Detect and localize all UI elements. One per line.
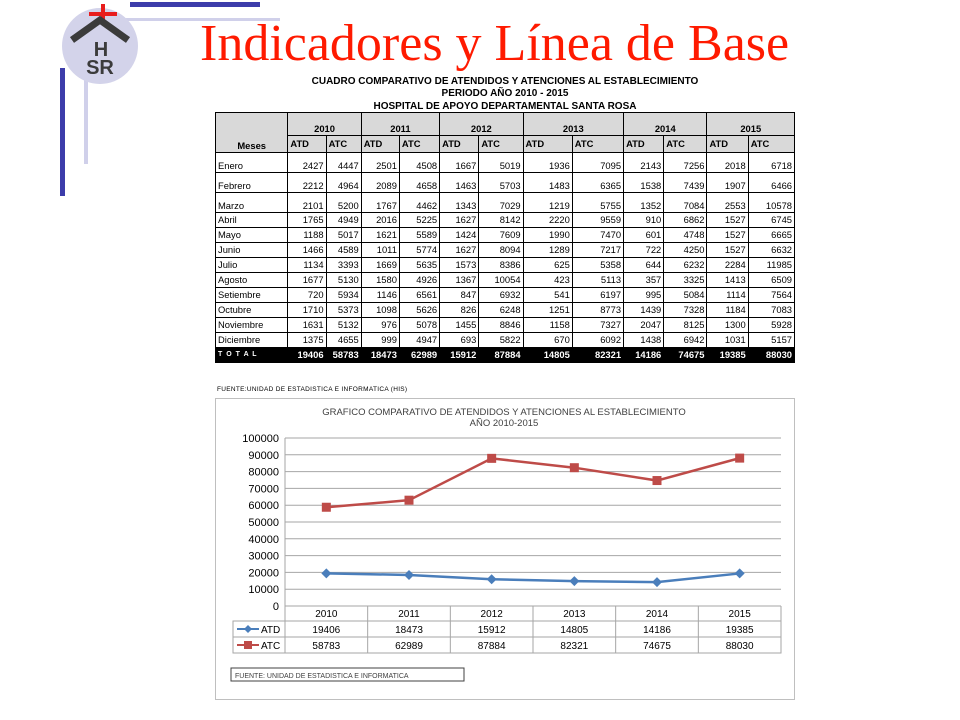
value-cell: 1289: [523, 243, 572, 258]
table-hospital: HOSPITAL DE APOYO DEPARTAMENTAL SANTA ROSA: [373, 101, 637, 112]
value-cell: 1627: [440, 213, 479, 228]
value-cell: 1990: [523, 228, 572, 243]
value-cell: 5373: [326, 303, 361, 318]
table-row: [216, 318, 795, 333]
value-cell: 7256: [664, 153, 707, 173]
value-cell: 5635: [399, 258, 439, 273]
value-cell: 4658: [399, 173, 439, 193]
value-cell: 2016: [361, 213, 399, 228]
value-cell: 1375: [288, 333, 326, 348]
data-point-atc: [735, 454, 744, 463]
value-cell: 1031: [707, 333, 748, 348]
value-cell: 7084: [664, 193, 707, 213]
table-row: [216, 303, 795, 318]
value-cell: 7217: [572, 243, 623, 258]
y-tick-label: 20000: [248, 567, 279, 580]
value-cell: 5774: [399, 243, 439, 258]
logo-frame-line: [60, 68, 65, 196]
value-cell: 1438: [624, 333, 664, 348]
value-cell: 625: [523, 258, 572, 273]
value-cell: 1134: [288, 258, 326, 273]
atc-header: ATC: [664, 136, 707, 153]
month-cell: Noviembre: [216, 318, 288, 333]
legend-label: ATD: [261, 625, 281, 636]
data-point-atc: [653, 476, 662, 485]
value-cell: 1367: [440, 273, 479, 288]
x-tick-label: 2010: [315, 609, 338, 620]
data-label: 15912: [477, 625, 506, 636]
value-cell: 5589: [399, 228, 439, 243]
month-cell: Enero: [216, 153, 288, 173]
value-cell: 6932: [479, 288, 523, 303]
y-tick-label: 70000: [248, 483, 279, 496]
atd-header: ATD: [523, 136, 572, 153]
value-cell: 5132: [326, 318, 361, 333]
month-cell: Marzo: [216, 193, 288, 213]
value-cell: 5358: [572, 258, 623, 273]
meses-header: Meses: [216, 113, 288, 153]
value-cell: 601: [624, 228, 664, 243]
value-cell: 4462: [399, 193, 439, 213]
table-row: [216, 193, 795, 213]
value-cell: 6561: [399, 288, 439, 303]
table-source-note: FUENTE:UNIDAD DE ESTADISTICA E INFORMATICA (HIS): [217, 386, 408, 393]
value-cell: 1669: [361, 258, 399, 273]
value-cell: 5078: [399, 318, 439, 333]
atc-header: ATC: [572, 136, 623, 153]
value-cell: 7564: [748, 288, 794, 303]
value-cell: 1765: [288, 213, 326, 228]
value-cell: 976: [361, 318, 399, 333]
year-header: 2014: [624, 113, 707, 136]
table-row: [216, 213, 795, 228]
data-table: [215, 112, 795, 363]
value-cell: 1677: [288, 273, 326, 288]
value-cell: 423: [523, 273, 572, 288]
total-value-cell: 14186: [624, 348, 664, 363]
data-point-atd: [652, 577, 662, 587]
atc-header: ATC: [748, 136, 794, 153]
value-cell: 2553: [707, 193, 748, 213]
value-cell: 7029: [479, 193, 523, 213]
data-label: 58783: [312, 641, 341, 652]
table-row: [216, 153, 795, 173]
value-cell: 1158: [523, 318, 572, 333]
value-cell: 6092: [572, 333, 623, 348]
value-cell: 541: [523, 288, 572, 303]
value-cell: 6745: [748, 213, 794, 228]
table-row: [216, 288, 795, 303]
month-cell: Febrero: [216, 173, 288, 193]
value-cell: 6466: [748, 173, 794, 193]
atc-header: ATC: [326, 136, 361, 153]
value-cell: 1011: [361, 243, 399, 258]
value-cell: 4508: [399, 153, 439, 173]
value-cell: 2501: [361, 153, 399, 173]
value-cell: 2047: [624, 318, 664, 333]
value-cell: 910: [624, 213, 664, 228]
value-cell: 2284: [707, 258, 748, 273]
value-cell: 7470: [572, 228, 623, 243]
table-row: [216, 273, 795, 288]
data-point-atc: [487, 454, 496, 463]
value-cell: 6942: [664, 333, 707, 348]
table-title: CUADRO COMPARATIVO DE ATENDIDOS Y ATENCIONES AL ESTABLECIMIENTO: [311, 76, 699, 87]
total-value-cell: 19385: [707, 348, 748, 363]
atd-header: ATD: [707, 136, 748, 153]
value-cell: 2427: [288, 153, 326, 173]
value-cell: 1936: [523, 153, 572, 173]
table-row: [216, 173, 795, 193]
value-cell: 6232: [664, 258, 707, 273]
y-tick-label: 10000: [248, 584, 279, 597]
value-cell: 8142: [479, 213, 523, 228]
data-point-atd: [404, 570, 414, 580]
atd-header: ATD: [288, 136, 326, 153]
x-tick-label: 2015: [728, 609, 751, 620]
data-label: 74675: [643, 641, 671, 652]
month-cell: Agosto: [216, 273, 288, 288]
value-cell: 5157: [748, 333, 794, 348]
value-cell: 1710: [288, 303, 326, 318]
value-cell: 1466: [288, 243, 326, 258]
value-cell: 1146: [361, 288, 399, 303]
data-label: 62989: [395, 641, 423, 652]
legend-label: ATC: [261, 641, 281, 652]
value-cell: 5017: [326, 228, 361, 243]
value-cell: 5755: [572, 193, 623, 213]
value-cell: 5113: [572, 273, 623, 288]
value-cell: 6632: [748, 243, 794, 258]
value-cell: 5934: [326, 288, 361, 303]
total-value-cell: 19406: [288, 348, 326, 363]
month-cell: Mayo: [216, 228, 288, 243]
value-cell: 2101: [288, 193, 326, 213]
value-cell: 7327: [572, 318, 623, 333]
value-cell: 1098: [361, 303, 399, 318]
value-cell: 1907: [707, 173, 748, 193]
value-cell: 5703: [479, 173, 523, 193]
value-cell: 5928: [748, 318, 794, 333]
value-cell: 1343: [440, 193, 479, 213]
year-header: 2015: [707, 113, 795, 136]
y-tick-label: 100000: [242, 433, 279, 445]
value-cell: 1439: [624, 303, 664, 318]
value-cell: 7328: [664, 303, 707, 318]
data-label: 19406: [312, 625, 341, 636]
value-cell: 1527: [707, 228, 748, 243]
subheader-row: [216, 136, 795, 153]
x-tick-label: 2014: [645, 609, 669, 620]
value-cell: 10578: [748, 193, 794, 213]
value-cell: 2018: [707, 153, 748, 173]
value-cell: 5084: [664, 288, 707, 303]
month-cell: Junio: [216, 243, 288, 258]
value-cell: 8125: [664, 318, 707, 333]
y-tick-label: 50000: [248, 517, 279, 529]
value-cell: 4949: [326, 213, 361, 228]
month-cell: Diciembre: [216, 333, 288, 348]
y-tick-label: 90000: [248, 449, 279, 462]
value-cell: 1573: [440, 258, 479, 273]
atd-header: ATD: [440, 136, 479, 153]
value-cell: 5019: [479, 153, 523, 173]
value-cell: 4655: [326, 333, 361, 348]
value-cell: 5822: [479, 333, 523, 348]
data-label: 14186: [643, 625, 671, 636]
total-value-cell: 58783: [326, 348, 361, 363]
chart-source-note: FUENTE: UNIDAD DE ESTADISTICA E INFORMATICA: [235, 673, 409, 680]
total-value-cell: 14805: [523, 348, 572, 363]
value-cell: 7083: [748, 303, 794, 318]
x-tick-label: 2012: [480, 609, 503, 620]
value-cell: 5626: [399, 303, 439, 318]
value-cell: 11985: [748, 258, 794, 273]
value-cell: 1483: [523, 173, 572, 193]
data-label: 82321: [560, 641, 589, 652]
y-tick-label: 80000: [248, 466, 279, 479]
value-cell: 1667: [440, 153, 479, 173]
year-header-row: [216, 113, 795, 136]
value-cell: 1527: [707, 243, 748, 258]
value-cell: 1352: [624, 193, 664, 213]
value-cell: 357: [624, 273, 664, 288]
value-cell: 7609: [479, 228, 523, 243]
value-cell: 2089: [361, 173, 399, 193]
value-cell: 7095: [572, 153, 623, 173]
data-point-atc: [570, 463, 579, 472]
total-value-cell: 62989: [399, 348, 439, 363]
logo-text-sr: SR: [86, 57, 114, 79]
data-point-atd: [569, 576, 579, 586]
value-cell: 2220: [523, 213, 572, 228]
data-label: 19385: [725, 625, 754, 636]
legend-marker: [244, 641, 252, 649]
value-cell: 6365: [572, 173, 623, 193]
month-cell: Setiembre: [216, 288, 288, 303]
total-value-cell: 82321: [572, 348, 623, 363]
table-row: [216, 243, 795, 258]
value-cell: 4447: [326, 153, 361, 173]
data-point-atd: [487, 574, 497, 584]
total-value-cell: 18473: [361, 348, 399, 363]
series-line-atd: [326, 573, 739, 582]
chart-subtitle: AÑO 2010-2015: [469, 418, 539, 429]
value-cell: 1631: [288, 318, 326, 333]
value-cell: 1188: [288, 228, 326, 243]
x-tick-label: 2013: [563, 609, 586, 620]
value-cell: 1455: [440, 318, 479, 333]
y-tick-label: 40000: [248, 533, 279, 546]
data-point-atd: [321, 568, 331, 578]
value-cell: 847: [440, 288, 479, 303]
total-value-cell: 74675: [664, 348, 707, 363]
value-cell: 1300: [707, 318, 748, 333]
value-cell: 1621: [361, 228, 399, 243]
value-cell: 10054: [479, 273, 523, 288]
y-tick-label: 0: [272, 601, 279, 613]
value-cell: 6718: [748, 153, 794, 173]
value-cell: 995: [624, 288, 664, 303]
value-cell: 1114: [707, 288, 748, 303]
value-cell: 1767: [361, 193, 399, 213]
value-cell: 1413: [707, 273, 748, 288]
value-cell: 6862: [664, 213, 707, 228]
month-cell: Abril: [216, 213, 288, 228]
y-tick-label: 60000: [248, 500, 279, 513]
atd-header: ATD: [624, 136, 664, 153]
value-cell: 8773: [572, 303, 623, 318]
month-cell: Julio: [216, 258, 288, 273]
value-cell: 9559: [572, 213, 623, 228]
year-header: 2012: [440, 113, 523, 136]
month-cell: Octubre: [216, 303, 288, 318]
value-cell: 4589: [326, 243, 361, 258]
data-point-atc: [322, 503, 331, 512]
value-cell: 999: [361, 333, 399, 348]
value-cell: 722: [624, 243, 664, 258]
logo-text-h: H: [93, 39, 109, 61]
value-cell: 670: [523, 333, 572, 348]
value-cell: 1527: [707, 213, 748, 228]
value-cell: 6197: [572, 288, 623, 303]
atc-header: ATC: [399, 136, 439, 153]
atd-header: ATD: [361, 136, 399, 153]
value-cell: 2212: [288, 173, 326, 193]
value-cell: 2143: [624, 153, 664, 173]
value-cell: 1627: [440, 243, 479, 258]
series-line-atc: [326, 458, 739, 507]
value-cell: 7439: [664, 173, 707, 193]
value-cell: 4926: [399, 273, 439, 288]
total-value-cell: 15912: [440, 348, 479, 363]
value-cell: 720: [288, 288, 326, 303]
value-cell: 6665: [748, 228, 794, 243]
logo-frame-line: [130, 2, 260, 7]
data-label: 87884: [477, 641, 506, 652]
x-tick-label: 2011: [398, 609, 420, 620]
table-period: PERIODO AÑO 2010 - 2015: [441, 88, 569, 99]
table-row: [216, 258, 795, 273]
table-row: [216, 228, 795, 243]
value-cell: 1538: [624, 173, 664, 193]
y-tick-label: 30000: [248, 550, 279, 563]
data-label: 18473: [395, 625, 423, 636]
chart-title: GRAFICO COMPARATIVO DE ATENDIDOS Y ATENCIONES AL ESTABLECIMIENTO: [322, 407, 686, 418]
value-cell: 6509: [748, 273, 794, 288]
value-cell: 5225: [399, 213, 439, 228]
value-cell: 5200: [326, 193, 361, 213]
year-header: 2010: [288, 113, 361, 136]
value-cell: 1580: [361, 273, 399, 288]
atc-header: ATC: [479, 136, 523, 153]
value-cell: 826: [440, 303, 479, 318]
year-header: 2013: [523, 113, 624, 136]
value-cell: 1184: [707, 303, 748, 318]
line-chart: [215, 398, 793, 698]
value-cell: 644: [624, 258, 664, 273]
data-point-atc: [405, 496, 414, 505]
value-cell: 4250: [664, 243, 707, 258]
total-value-cell: 88030: [748, 348, 794, 363]
data-label: 88030: [725, 641, 754, 652]
value-cell: 693: [440, 333, 479, 348]
data-point-atd: [735, 568, 745, 578]
total-row: [216, 348, 795, 363]
value-cell: 3393: [326, 258, 361, 273]
value-cell: 4964: [326, 173, 361, 193]
value-cell: 8386: [479, 258, 523, 273]
slide-title: Indicadores y Línea de Base: [200, 15, 790, 72]
legend-marker: [244, 625, 252, 633]
value-cell: 1463: [440, 173, 479, 193]
value-cell: 3325: [664, 273, 707, 288]
total-value-cell: 87884: [479, 348, 523, 363]
value-cell: 1219: [523, 193, 572, 213]
value-cell: 4947: [399, 333, 439, 348]
value-cell: 6248: [479, 303, 523, 318]
value-cell: 4748: [664, 228, 707, 243]
value-cell: 1424: [440, 228, 479, 243]
value-cell: 1251: [523, 303, 572, 318]
total-label: T O T A L: [216, 348, 288, 363]
value-cell: 8846: [479, 318, 523, 333]
year-header: 2011: [361, 113, 439, 136]
data-label: 14805: [560, 625, 589, 636]
value-cell: 8094: [479, 243, 523, 258]
value-cell: 5130: [326, 273, 361, 288]
table-row: [216, 333, 795, 348]
